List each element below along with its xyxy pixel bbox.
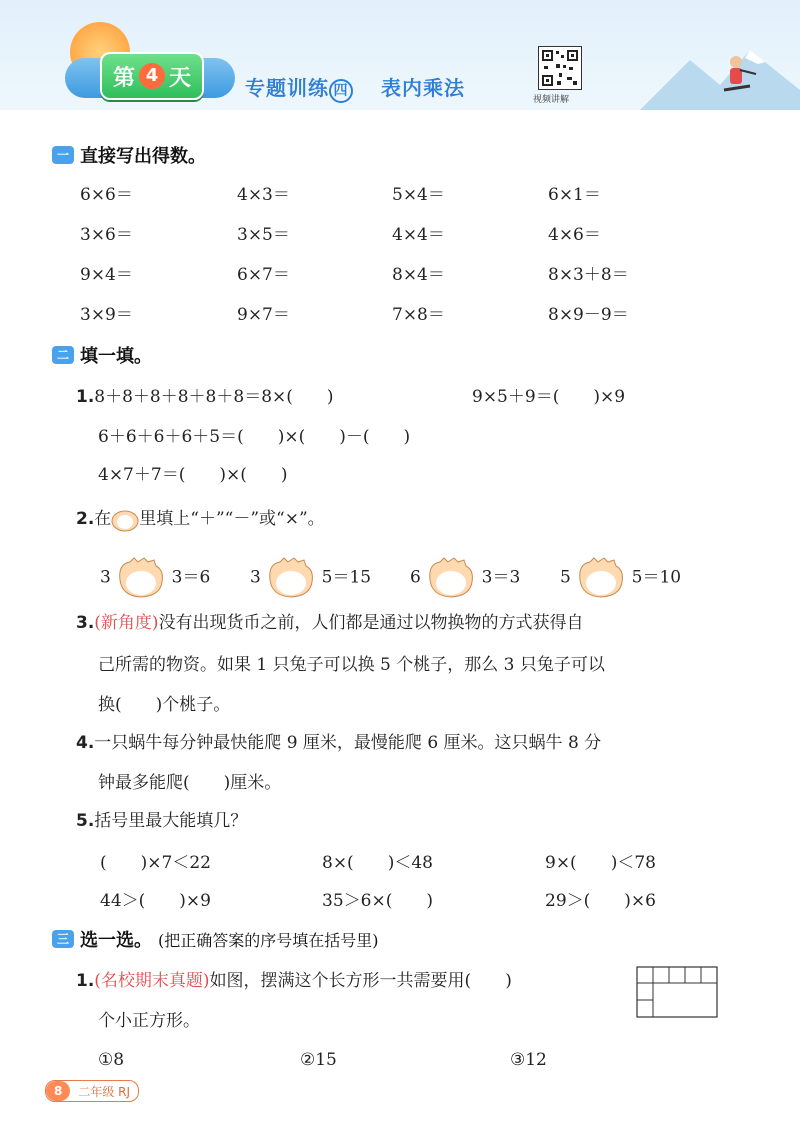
section3-note: (把正确答案的序号填在括号里) bbox=[158, 930, 379, 950]
question-s3-line2: 个小正方形。 bbox=[98, 1011, 200, 1031]
hedgehog-item-left: 3 bbox=[250, 567, 261, 588]
grade-label: 二年级 RJ bbox=[78, 1084, 131, 1099]
hedgehog-blank-icon[interactable] bbox=[576, 556, 626, 600]
compare-item: 9×( )＜78 bbox=[545, 853, 656, 873]
day-prefix: 第 bbox=[112, 65, 135, 91]
section1-badge: 一 bbox=[52, 146, 74, 164]
hedgehog-blank-icon[interactable] bbox=[426, 556, 476, 600]
calc-item: 8×9－9＝ bbox=[548, 305, 629, 325]
question-s3-line1: 如图，摆满这个长方形一共需要用( ) bbox=[209, 971, 512, 991]
page-title bbox=[245, 72, 465, 103]
calc-item: 3×5＝ bbox=[237, 225, 290, 245]
calc-item: 3×6＝ bbox=[80, 225, 133, 245]
question-5 bbox=[76, 806, 247, 831]
section1-heading bbox=[52, 142, 206, 168]
hedgehog-icon bbox=[111, 508, 139, 532]
compare-item: 44＞( )×9 bbox=[100, 891, 211, 911]
section2-title: 填一填。 bbox=[80, 346, 152, 367]
option-item[interactable]: ③12 bbox=[510, 1050, 547, 1070]
day-tag bbox=[100, 52, 204, 100]
question-number: 3. bbox=[76, 613, 95, 633]
fill-item: 8＋8＋8＋8＋8＋8＝8×( ) bbox=[94, 387, 334, 407]
hedgehog-item-left: 5 bbox=[560, 567, 571, 588]
question-4-line1: 一只蜗牛每分钟最快能爬 9 厘米，最慢能爬 6 厘米。这只蜗牛 8 分 bbox=[94, 733, 602, 753]
calc-item: 7×8＝ bbox=[392, 305, 445, 325]
title-part1: 专题训练 bbox=[245, 76, 329, 100]
fill-item: 6＋6＋6＋6＋5＝( )×( )－( ) bbox=[98, 427, 411, 447]
question-tag: (名校期末真题) bbox=[94, 971, 210, 991]
question-3-line3: 换( )个桃子。 bbox=[98, 695, 231, 715]
fill-item: 9×5＋9＝( )×9 bbox=[472, 387, 626, 407]
calc-item: 4×4＝ bbox=[392, 225, 445, 245]
page-header bbox=[0, 0, 800, 110]
option-item[interactable]: ①8 bbox=[98, 1050, 125, 1070]
day-number: 4 bbox=[139, 63, 165, 89]
calc-item: 5×4＝ bbox=[392, 185, 445, 205]
question-3-line1: 没有出现货币之前，人们都是通过以物换物的方式获得自 bbox=[158, 613, 584, 633]
section3-badge: 三 bbox=[52, 930, 74, 948]
question-2-pre: 在 bbox=[94, 509, 112, 529]
question-3-line2: 己所需的物资。如果 1 只兔子可以换 5 个桃子，那么 3 只兔子可以 bbox=[98, 655, 605, 675]
section3-heading bbox=[52, 926, 379, 952]
hedgehog-item-right: 5＝10 bbox=[631, 567, 682, 588]
compare-item: 29＞( )×6 bbox=[545, 891, 656, 911]
question-5-title: 括号里最大能填几？ bbox=[94, 811, 248, 831]
question-4 bbox=[76, 728, 601, 753]
calc-item: 4×6＝ bbox=[548, 225, 601, 245]
title-part2: 表内乘法 bbox=[380, 76, 465, 100]
page-number: 8 bbox=[46, 1081, 70, 1101]
calc-item: 9×4＝ bbox=[80, 265, 133, 285]
question-3 bbox=[76, 608, 584, 633]
question-s3-1 bbox=[76, 966, 512, 991]
section3-title: 选一选。 bbox=[80, 930, 152, 951]
question-2 bbox=[76, 504, 325, 532]
compare-item: 35＞6×( ) bbox=[322, 891, 433, 911]
question-number: 1. bbox=[76, 971, 95, 991]
question-number: 4. bbox=[76, 733, 95, 753]
calc-item: 9×7＝ bbox=[237, 305, 290, 325]
question-2-post: 里填上“＋”“－”或“×”。 bbox=[139, 509, 325, 529]
hedgehog-item-left: 6 bbox=[410, 567, 421, 588]
question-number: 2. bbox=[76, 509, 95, 529]
calc-item: 8×3＋8＝ bbox=[548, 265, 629, 285]
compare-item: ( )×7＜22 bbox=[100, 853, 211, 873]
calc-item: 6×6＝ bbox=[80, 185, 133, 205]
hedgehog-blank-icon[interactable] bbox=[116, 556, 166, 600]
hedgehog-item-right: 3＝3 bbox=[481, 567, 521, 588]
calc-item: 6×7＝ bbox=[237, 265, 290, 285]
compare-item: 8×( )＜48 bbox=[322, 853, 433, 873]
qr-label: 视频讲解 bbox=[533, 95, 570, 105]
title-circle: 四 bbox=[329, 79, 353, 103]
hedgehog-item bbox=[250, 556, 371, 600]
hedgehog-item-left: 3 bbox=[100, 567, 111, 588]
hedgehog-item-right: 5＝15 bbox=[321, 567, 372, 588]
rectangle-grid-figure bbox=[636, 966, 718, 1018]
option-item[interactable]: ②15 bbox=[300, 1050, 337, 1070]
calc-item: 6×1＝ bbox=[548, 185, 601, 205]
skier-mountain-icon bbox=[640, 40, 800, 110]
calc-item: 8×4＝ bbox=[392, 265, 445, 285]
section1-title: 直接写出得数。 bbox=[80, 146, 206, 167]
hedgehog-item bbox=[410, 556, 520, 600]
page-footer bbox=[45, 1080, 139, 1102]
question-1 bbox=[76, 382, 334, 407]
question-4-line2: 钟最多能爬( )厘米。 bbox=[98, 773, 282, 793]
calc-item: 4×3＝ bbox=[237, 185, 290, 205]
qr-code-icon[interactable] bbox=[538, 46, 582, 90]
day-suffix: 天 bbox=[169, 65, 192, 91]
hedgehog-blank-icon[interactable] bbox=[266, 556, 316, 600]
fill-item: 4×7＋7＝( )×( ) bbox=[98, 465, 288, 485]
question-number: 5. bbox=[76, 811, 95, 831]
hedgehog-item bbox=[100, 556, 210, 600]
hedgehog-item bbox=[560, 556, 681, 600]
hedgehog-item-right: 3＝6 bbox=[171, 567, 211, 588]
question-number: 1. bbox=[76, 387, 95, 407]
section2-heading bbox=[52, 342, 152, 368]
section2-badge: 二 bbox=[52, 346, 74, 364]
calc-item: 3×9＝ bbox=[80, 305, 133, 325]
question-tag: (新角度) bbox=[94, 613, 159, 633]
